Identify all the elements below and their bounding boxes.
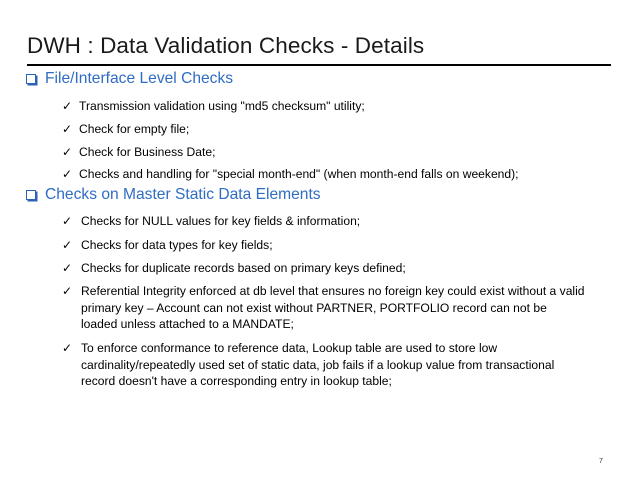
list-item <box>62 340 554 390</box>
list-item <box>62 237 273 254</box>
list-item-text-line: Referential Integrity enforced at db level that ensures no foreign key could exist without a valid <box>81 284 585 298</box>
list-item-text-line: loaded unless attached to a MANDATE; <box>81 317 294 331</box>
list-item <box>62 213 360 230</box>
section-heading-label: File/Interface Level Checks <box>45 70 234 87</box>
square-bullet-icon <box>26 74 36 84</box>
list-item-text-line: cardinality/repeatedly used set of static data, job fails if a lookup value from transactional <box>81 357 555 372</box>
list-item-text: Checks and handling for "special month-end" (when month-end falls on weekend); <box>79 167 519 181</box>
list-item-text-line: To enforce conformance to reference data, Lookup table are used to store low <box>81 341 498 355</box>
list-item-text-block <box>81 283 585 333</box>
list-item-text: Transmission validation using "md5 checksum" utility; <box>79 99 365 113</box>
list-item-text: Check for empty file; <box>79 122 190 136</box>
list-item-text: Checks for duplicate records based on primary keys defined; <box>81 261 406 275</box>
list-item <box>62 98 365 115</box>
list-item-text: Checks for data types for key fields; <box>81 238 273 252</box>
list-item-text-line: record doesn't have a corresponding entry in lookup table; <box>81 374 392 388</box>
square-bullet-icon <box>26 190 36 200</box>
checkmark-icon: ✓ <box>62 238 73 252</box>
list-item-text: Check for Business Date; <box>79 145 216 159</box>
section-heading-master-static-data <box>26 186 321 204</box>
checkmark-icon: ✓ <box>62 122 73 136</box>
checkmark-icon: ✓ <box>62 99 73 113</box>
list-item <box>62 121 189 138</box>
checkmark-icon: ✓ <box>62 214 73 228</box>
list-item-text-line: primary key – Account can not exist without PARTNER, PORTFOLIO record can not be <box>81 300 547 315</box>
list-item <box>62 260 406 277</box>
list-item-text-block <box>81 340 554 390</box>
list-item <box>62 144 215 161</box>
checkmark-icon: ✓ <box>62 341 73 355</box>
title-underline <box>27 64 611 66</box>
checkmark-icon: ✓ <box>62 261 73 275</box>
section-heading-label: Checks on Master Static Data Elements <box>45 186 321 203</box>
section-heading-file-interface <box>26 70 233 88</box>
list-item <box>62 283 585 333</box>
checkmark-icon: ✓ <box>62 167 73 181</box>
page-number: 7 <box>599 458 603 465</box>
checkmark-icon: ✓ <box>62 284 73 298</box>
checkmark-icon: ✓ <box>62 145 73 159</box>
slide-title: DWH : Data Validation Checks - Details <box>27 33 425 58</box>
list-item <box>62 166 519 183</box>
list-item-text: Checks for NULL values for key fields & information; <box>81 214 361 228</box>
